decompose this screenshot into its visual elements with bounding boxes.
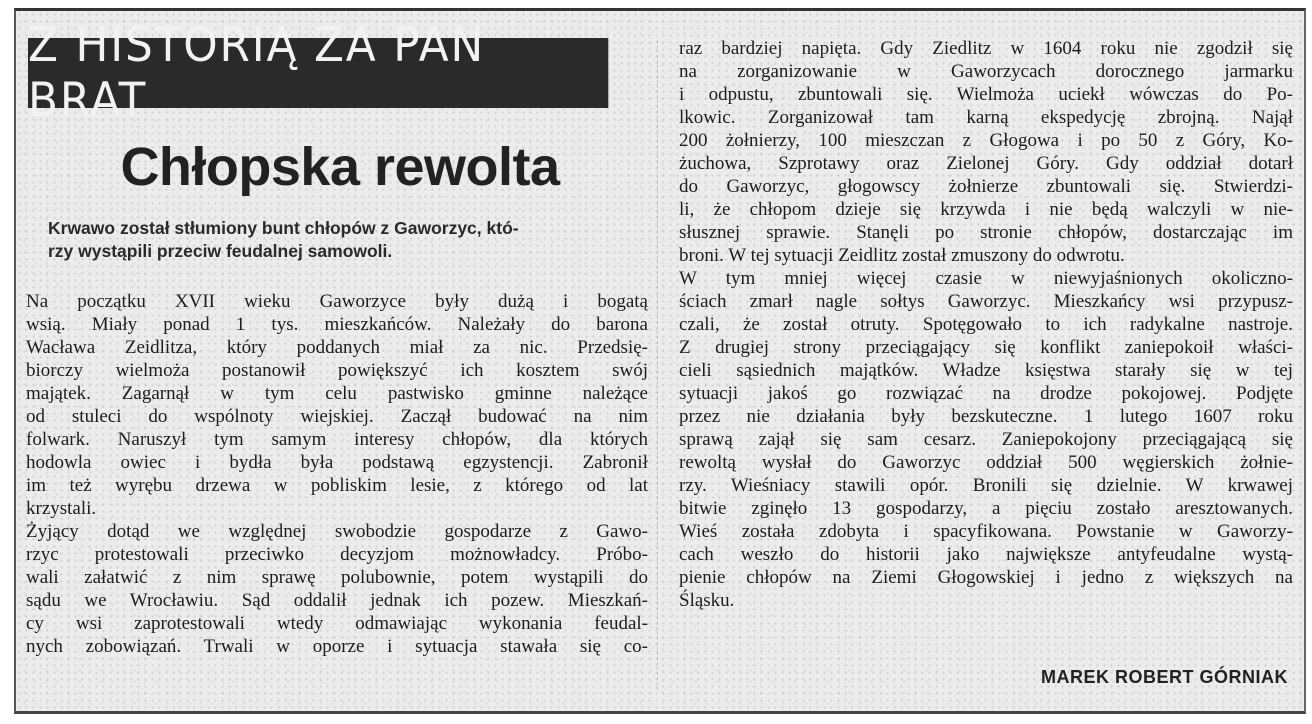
text-line: cy wsi zaprotestowali wtedy odmawiając wykonania feudal- bbox=[26, 613, 648, 634]
text-line: Wacława Zeidlitza, który poddanych miał za nic. Przedsię- bbox=[26, 337, 648, 358]
text-line: nych zobowiązań. Trwali w oporze i sytuacja stawała się co- bbox=[26, 636, 648, 657]
lead-line: Krwawo został stłumiony bunt chłopów z Gaworzyc, któ- bbox=[48, 218, 519, 238]
article-lead bbox=[48, 217, 648, 263]
body-column-right bbox=[679, 37, 1293, 612]
text-line: krzystali. bbox=[26, 498, 97, 519]
text-line: na zorganizowanie w Gaworzycach dorocznego jarmarku bbox=[679, 61, 1293, 82]
text-line: przez nie działania były bezskuteczne. 1 lutego 1607 roku bbox=[679, 406, 1293, 427]
text-line: wali załatwić z nim sprawę polubownie, potem wystąpili do bbox=[26, 567, 648, 588]
text-line: lkowic. Zorganizował tam karną ekspedycję zbrojną. Najął bbox=[679, 107, 1293, 128]
text-line: wsią. Miały ponad 1 tys. mieszkańców. Należały do barona bbox=[26, 314, 648, 335]
text-line: bitwie zginęło 13 gospodarzy, a pięciu zostało aresztowanych. bbox=[679, 498, 1293, 519]
text-line: W tym mniej więcej czasie w niewyjaśnionych okoliczno- bbox=[679, 268, 1293, 289]
series-banner bbox=[28, 18, 608, 128]
series-banner-text: Z HISTORIĄ ZA PAN BRAT bbox=[28, 18, 486, 128]
text-line: li, że chłopom dzieje się krzywda i nie będą walczyli w nie- bbox=[679, 199, 1293, 220]
text-line: pienie chłopów na Ziemi Głogowskiej i jedno z większych na bbox=[679, 567, 1293, 588]
text-line: sytuacji jakoś go rozwiązać na drodze pokojowej. Podjęte bbox=[679, 383, 1293, 404]
text-line: i odpustu, zbuntowali się. Wielmoża uciekł wówczas do Po- bbox=[679, 84, 1293, 105]
article-headline: Chłopska rewolta bbox=[120, 137, 560, 197]
text-line: majątek. Zagarnął w tym celu pastwisko gminne należące bbox=[26, 383, 648, 404]
author-byline: MAREK ROBERT GÓRNIAK bbox=[1041, 667, 1288, 687]
text-line: do Gaworzyc, głogowscy żołnierze zbuntowali się. Stwierdzi- bbox=[679, 176, 1293, 197]
text-line: raz bardziej napięta. Gdy Ziedlitz w 1604 roku nie zgodził się bbox=[679, 38, 1293, 59]
text-line: biorczy wielmoża postanowił powiększyć ich kosztem swój bbox=[26, 360, 648, 381]
text-line: żuchowa, Szprotawy oraz Zielonej Góry. Gdy oddział dotarł bbox=[679, 153, 1293, 174]
text-line: 200 żołnierzy, 100 mieszczan z Głogowa i po 50 z Góry, Ko- bbox=[679, 130, 1293, 151]
text-line: słusznej sprawie. Stanęli po stronie chłopów, dostarczając im bbox=[679, 222, 1293, 243]
text-line: ściach zmarł nagle sołtys Gaworzyc. Mieszkańcy wsi przypusz- bbox=[679, 291, 1293, 312]
text-line: sprawą zajął się sam cesarz. Zaniepokojony przeciągającą się bbox=[679, 429, 1293, 450]
body-column-left bbox=[26, 290, 648, 658]
text-line: cach weszło do historii jako największe antyfeudalne wystą- bbox=[679, 544, 1293, 565]
text-line: Na początku XVII wieku Gaworzyce były dużą i bogatą bbox=[26, 291, 648, 312]
text-line: Z drugiej strony przeciągający się konflikt zaniepokoił właści- bbox=[679, 337, 1293, 358]
text-line: im też wyrębu drzewa w pobliskim lesie, z którego od lat bbox=[26, 475, 648, 496]
text-line: czali, że został otruty. Spotęgowało to ich radykalne nastroje. bbox=[679, 314, 1293, 335]
text-line: hodowla owiec i bydła była podstawą egzystencji. Zabronił bbox=[26, 452, 648, 473]
text-line: rzy. Wieśniacy stawili opór. Bronili się dzielnie. W krwawej bbox=[679, 475, 1293, 496]
lead-line: rzy wystąpili przeciw feudalnej samowoli. bbox=[48, 241, 393, 261]
text-line: rzyc protestowali przeciwko decyzjom możnowładcy. Próbo- bbox=[26, 544, 648, 565]
text-line: folwark. Naruszył tym samym interesy chłopów, dla których bbox=[26, 429, 648, 450]
text-line: broni. W tej sytuacji Zeidlitz został zmuszony do odwrotu. bbox=[679, 245, 1125, 266]
text-line: Żyjący dotąd we względnej swobodzie gospodarze z Gawo- bbox=[26, 521, 648, 542]
text-line: sądu we Wrocławiu. Sąd oddalił jednak ich pozew. Mieszkań- bbox=[26, 590, 648, 611]
text-line: od stuleci do wspólnoty wiejskiej. Zaczął budować na nim bbox=[26, 406, 648, 427]
text-line: rewoltą wysłał do Gaworzyc oddział 500 węgierskich żołnie- bbox=[679, 452, 1293, 473]
text-line: cieli sąsiednich majątków. Władze księstwa starały się w tej bbox=[679, 360, 1293, 381]
column-divider bbox=[657, 40, 658, 690]
text-line: Śląsku. bbox=[679, 590, 735, 611]
text-line: Wieś została zdobyta i spacyfikowana. Powstanie w Gaworzy- bbox=[679, 521, 1293, 542]
